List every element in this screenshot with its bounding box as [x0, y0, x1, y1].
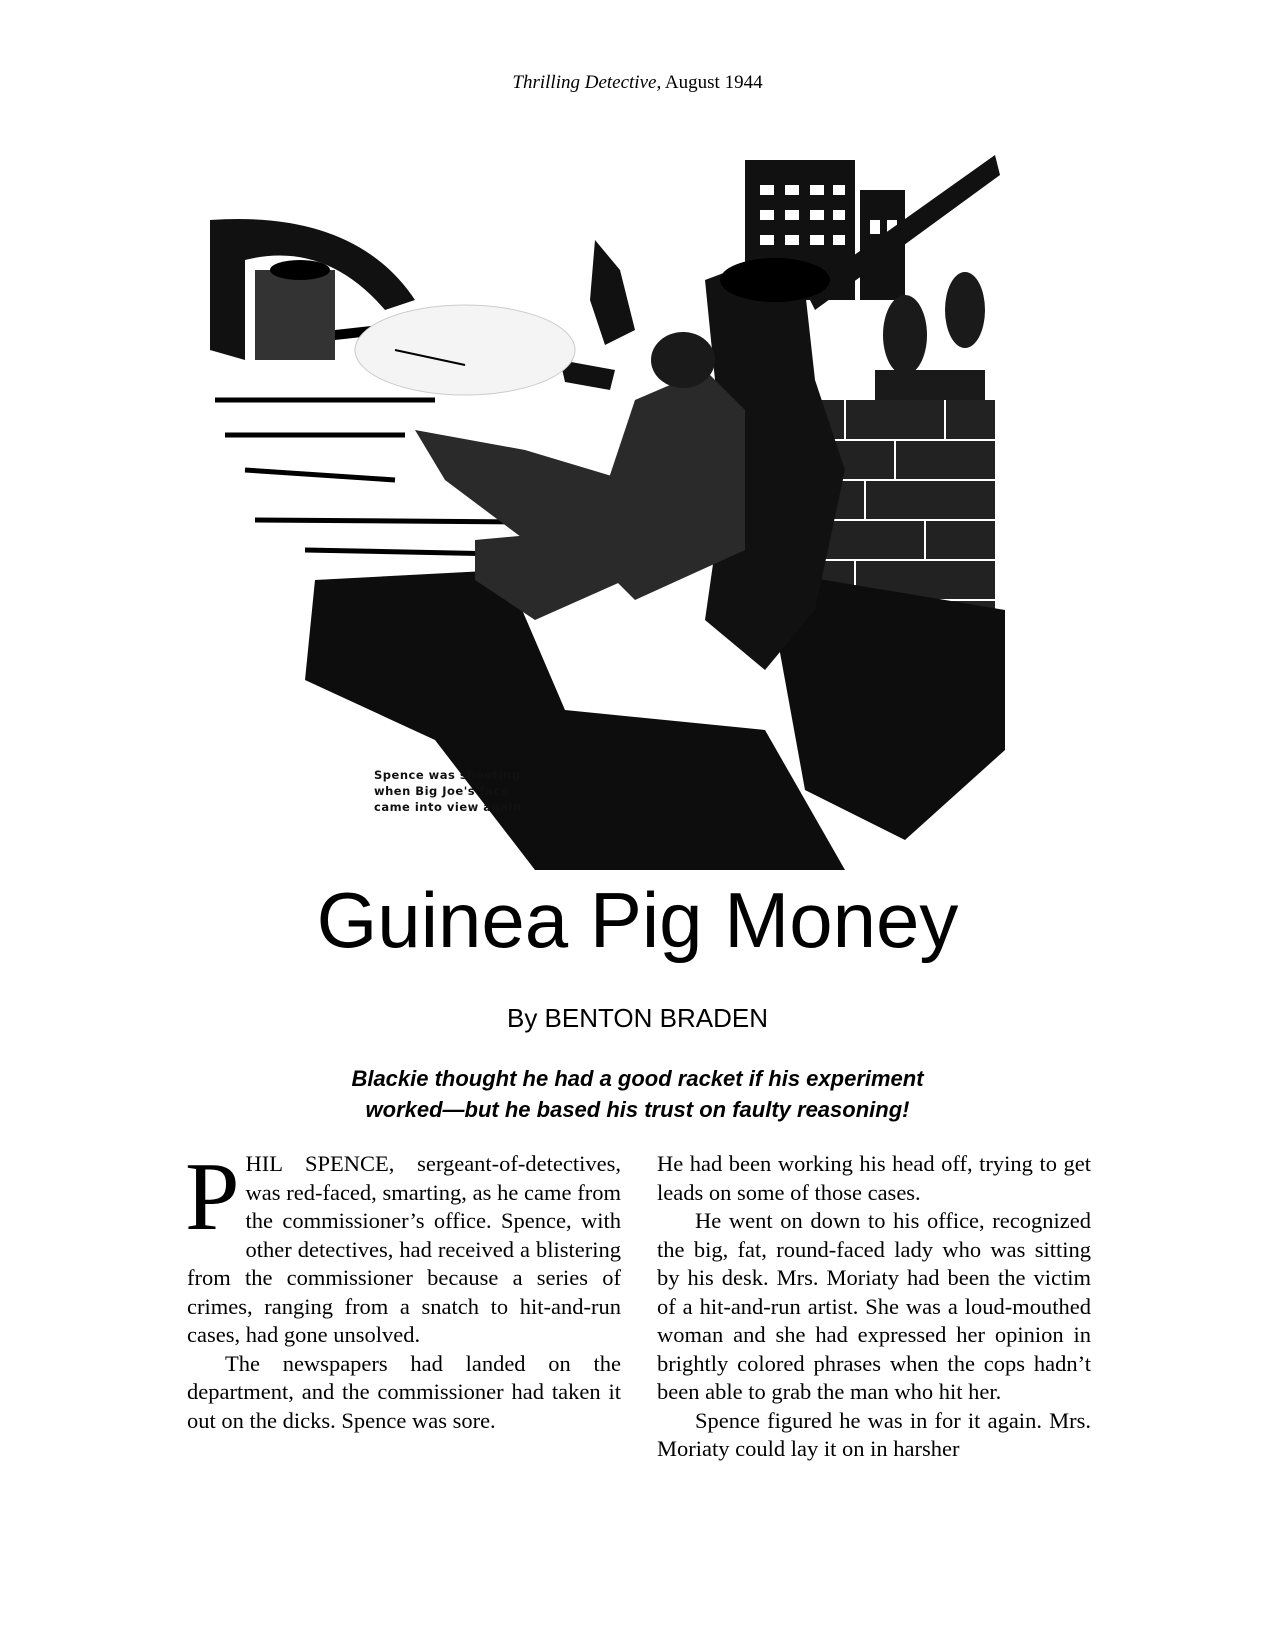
- story-title: Guinea Pig Money: [316, 876, 959, 964]
- caption-line: when Big Joe's face: [374, 784, 509, 798]
- caption-line: Spence was shooting: [374, 768, 521, 782]
- issue-date: August 1944: [664, 72, 763, 93]
- text-column-right: [657, 1150, 1091, 1464]
- running-header: [0, 72, 1275, 94]
- paragraph: He went on down to his office, recognized the big, fat, round-faced lady who was sitting by his desk. Mrs. Moriaty had been the victim of a hit-and-run artist. She was a loud-mouthed woman and she had expressed her opinion in brightly colored phrases when the cops hadn’t been able to grab the man who hit her.: [657, 1208, 1091, 1404]
- magazine-name: Thrilling Detective,: [512, 72, 662, 93]
- paragraph: He had been working his head off, trying to get leads on some of those cases.: [657, 1151, 1091, 1205]
- paragraph: [185, 1143, 621, 1350]
- story-blurb: [290, 1063, 985, 1125]
- caption-line: came into view again: [374, 800, 522, 814]
- text-column-left: [185, 1143, 621, 1435]
- story-illustration: [205, 150, 1045, 870]
- illustration-caption: [374, 767, 534, 815]
- illustration-artwork: [205, 150, 1045, 870]
- blurb-line: Blackie thought he had a good racket if his experiment: [351, 1066, 924, 1091]
- blurb-line: worked—but he based his trust on faulty reasoning!: [365, 1097, 910, 1122]
- paragraph: Spence figured he was in for it again. Mrs. Moriaty could lay it on in harsher: [657, 1407, 1091, 1461]
- drop-cap: P: [185, 1143, 240, 1251]
- paragraph: The newspapers had landed on the department, and the commissioner had taken it out on the dicks. Spence was sore.: [187, 1350, 621, 1433]
- paragraph-text: HIL SPENCE, sergeant-of-detectives, was red-faced, smarting, as he came from the commissioner’s office. Spence, with other detectives, had received a blistering from the commissioner because a series of crimes, ranging from a snatch to hit-and-run cases, had gone unsolved.: [187, 1151, 621, 1347]
- byline: By BENTON BRADEN: [506, 1003, 768, 1033]
